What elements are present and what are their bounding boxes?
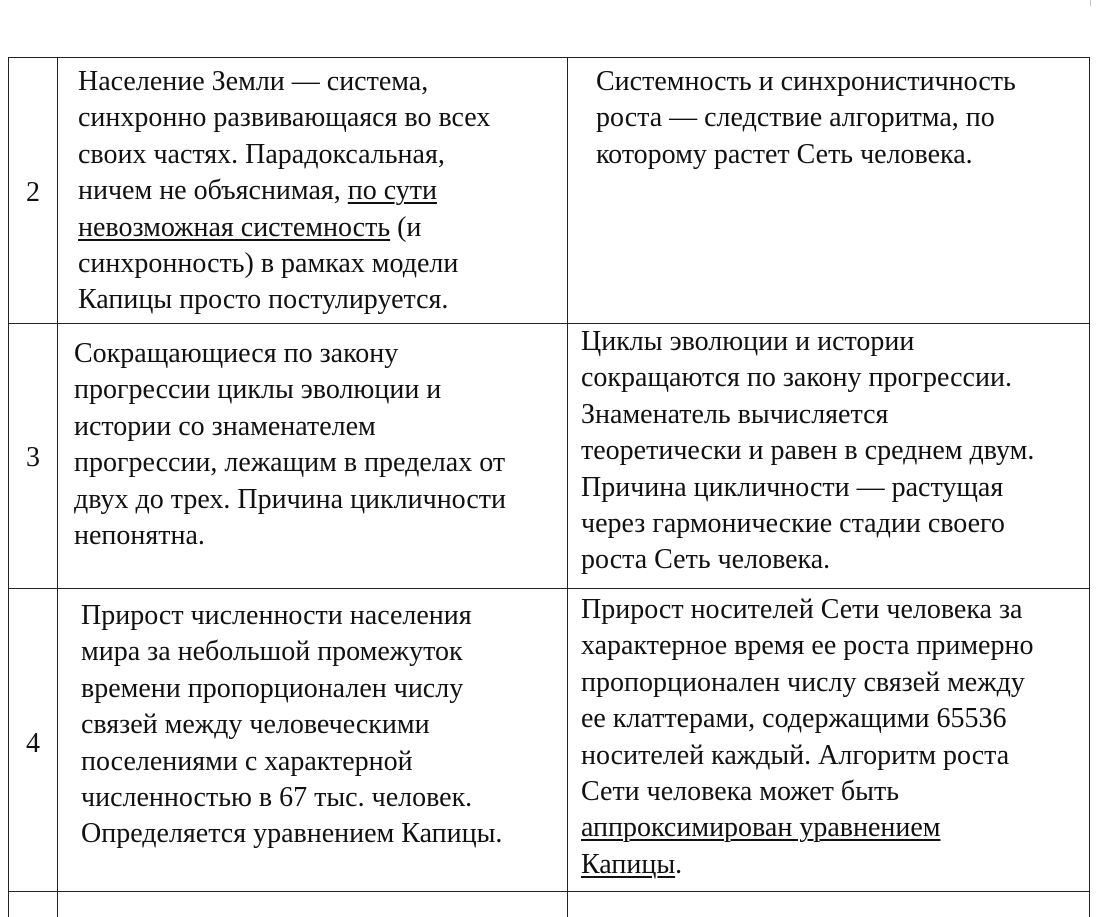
row-4-right-underlined: аппроксимирован уравнением Капицы [581,812,941,880]
row-number-2: 2 [26,177,40,208]
row-2-left-text-end: (и синхронность) в рамках модели Капицы просто постулируется. [78,211,459,316]
row-2-right-text: Системность и синхронистичность роста — следствие алгоритма, по которому растет Сеть человека. [596,66,1016,170]
row-number-3: 3 [26,442,40,473]
row-2-left-underlined: по сути невозможная системность [78,175,438,243]
comparison-table [8,57,1090,917]
row-2-left-text: Население Земли — система, синхронно развивающаяся во всех своих частях. Парадоксальная, ничем не объяснимая, [78,66,491,207]
row-2-right-cell [596,64,1086,173]
page-corner-mark [1089,0,1091,6]
row-divider-4-5 [9,891,1089,892]
column-divider-middle [567,58,568,917]
column-divider-number [57,58,58,917]
row-2-left-cell [78,64,558,319]
row-number-4: 4 [26,728,40,759]
row-4-right-text: Прирост носителей Сети человека за характерное время ее роста примерно пропорционален числу связей между ее клаттерами, содержащими 65536 носителей каждый. Алгоритм роста Сети человека может быть [581,594,1034,808]
row-3-right-cell [581,324,1086,579]
row-4-right-text-end: . [675,848,683,880]
row-divider-3-4 [9,588,1089,589]
row-4-right-cell [581,592,1086,883]
row-4-left-text: Прирост численности населения мира за небольшой промежуток времени пропорционален числу связей между человеческими поселениями с характерной численностью в 67 тыс. человек. Определяется уравнением Капицы. [81,600,503,850]
row-3-left-text: Сокращающиеся по закону прогрессии циклы эволюции и истории со знаменателем прогрессии, лежащим в пределах от двух до трех. Причина цикличности непонятна. [74,338,507,552]
row-3-left-cell [74,336,564,554]
row-3-right-text: Циклы эволюции и истории сокращаются по закону прогрессии. Знаменатель вычисляется теоретически и равен в среднем двум. Причина цикличности — растущая через гармонические стадии своего роста Сеть человека. [581,326,1035,576]
row-4-left-cell [81,598,565,853]
